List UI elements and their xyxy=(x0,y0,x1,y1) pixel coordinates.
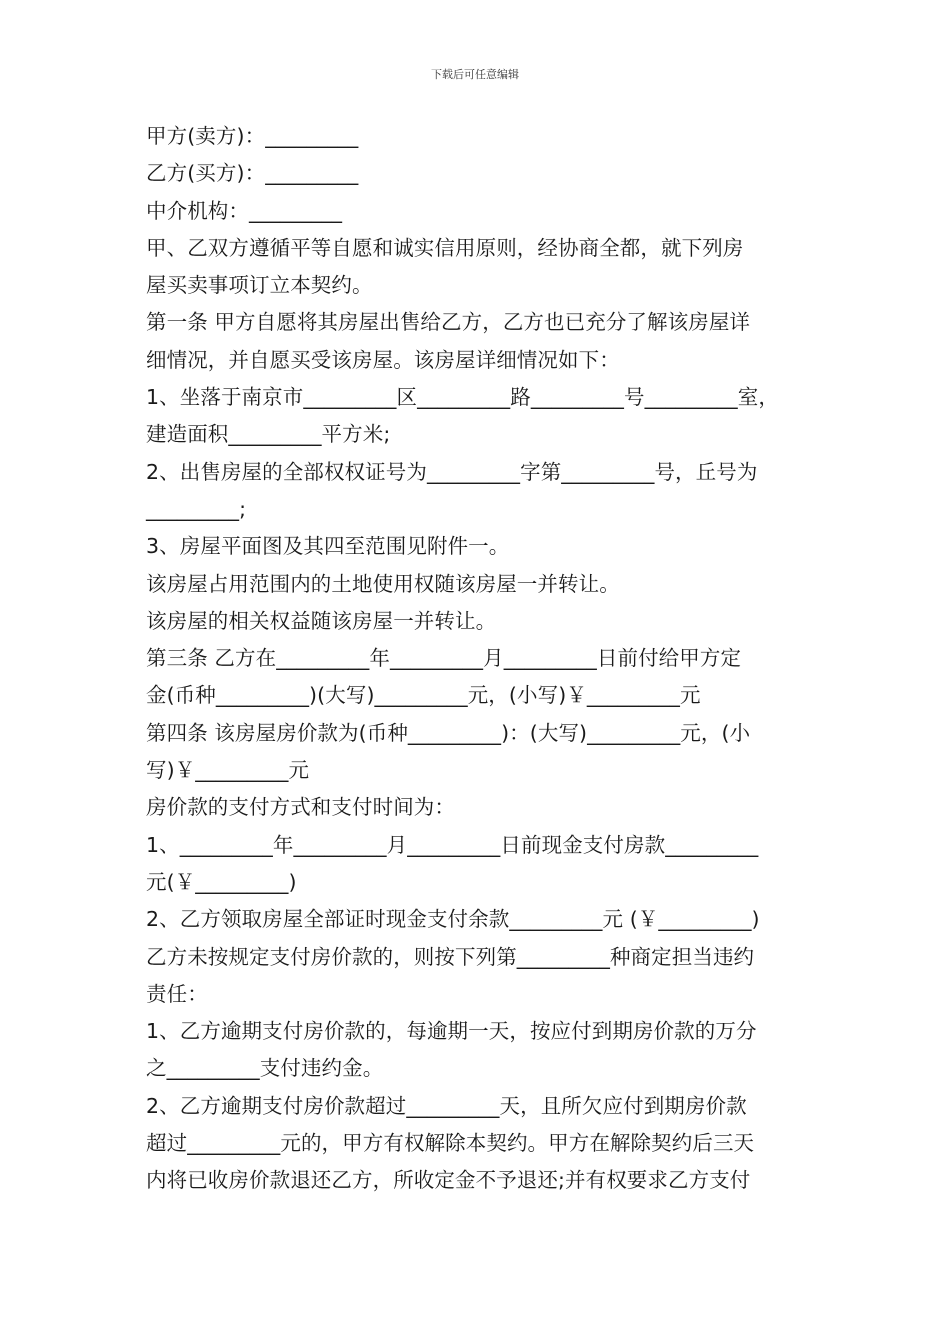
breach-line-1: 乙方未按规定支付房价款的，则按下列第_________种商定担当违约 xyxy=(146,944,755,969)
breach-item-2-line-2: 超过_________元的，甲方有权解除本契约。甲方在解除契约后三天 xyxy=(146,1131,755,1156)
item-1-location-line-1: 1、坐落于南京市_________区_________路_________号_________室， xyxy=(146,385,779,410)
breach-item-2-line-3: 内将已收房价款退还乙方，所收定金不予退还;并有权要求乙方支付 xyxy=(146,1168,751,1193)
related-rights: 该房屋的相关权益随该房屋一并转让。 xyxy=(146,608,497,633)
item-2-certificate-line-1: 2、出售房屋的全部权权证号为_________字第_________号，丘号为 xyxy=(146,459,758,484)
land-use-right: 该房屋占用范围内的土地使用权随该房屋一并转让。 xyxy=(146,571,620,596)
payment-item-2: 2、乙方领取房屋全部证时现金支付余款_________元 (￥_________) xyxy=(146,907,760,932)
payment-item-1-line-2: 元(￥_________) xyxy=(146,869,297,894)
article-4-line-1: 第四条 该房屋房价款为(币种_________)：(大写)_________元，(小 xyxy=(146,720,751,745)
preamble-line-1: 甲、乙双方遵循平等自愿和诚实信用原则，经协商全都，就下列房 xyxy=(146,235,744,260)
item-2-certificate-line-2: _________; xyxy=(146,496,247,521)
article-1-line-1: 第一条 甲方自愿将其房屋出售给乙方，乙方也已充分了解该房屋详 xyxy=(146,310,751,335)
article-1-line-2: 细情况，并自愿买受该房屋。该房屋详细情况如下： xyxy=(146,347,620,372)
article-3-line-2: 金(币种_________)(大写)_________元，(小写)￥_________元 xyxy=(146,683,701,708)
article-3-line-1: 第三条 乙方在_________年_________月_________日前付给甲方定 xyxy=(146,646,742,671)
party-b-buyer: 乙方(买方)：_________ xyxy=(146,161,359,186)
page-header-note: 下载后可任意编辑 xyxy=(431,68,519,81)
agency: 中介机构：_________ xyxy=(146,198,343,223)
article-4-line-2: 写)￥_________元 xyxy=(146,758,310,783)
item-3-floor-plan: 3、房屋平面图及其四至范围见附件一。 xyxy=(146,534,510,559)
payment-item-1-line-1: 1、_________年_________月_________日前现金支付房款_________ xyxy=(146,832,759,857)
breach-line-2: 责任： xyxy=(146,981,208,1006)
breach-item-1-line-1: 1、乙方逾期支付房价款的，每逾期一天，按应付到期房价款的万分 xyxy=(146,1019,757,1044)
preamble-line-2: 屋买卖事项订立本契约。 xyxy=(146,273,373,298)
breach-item-1-line-2: 之_________支付违约金。 xyxy=(146,1056,384,1081)
party-a-seller: 甲方(卖方)：_________ xyxy=(146,124,359,148)
item-1-location-line-2: 建造面积_________平方米; xyxy=(146,422,391,447)
breach-item-2-line-1: 2、乙方逾期支付房价款超过_________天，且所欠应付到期房价款 xyxy=(146,1093,747,1118)
contract-body xyxy=(146,118,808,1200)
payment-method-heading: 房价款的支付方式和支付时间为： xyxy=(146,795,455,820)
